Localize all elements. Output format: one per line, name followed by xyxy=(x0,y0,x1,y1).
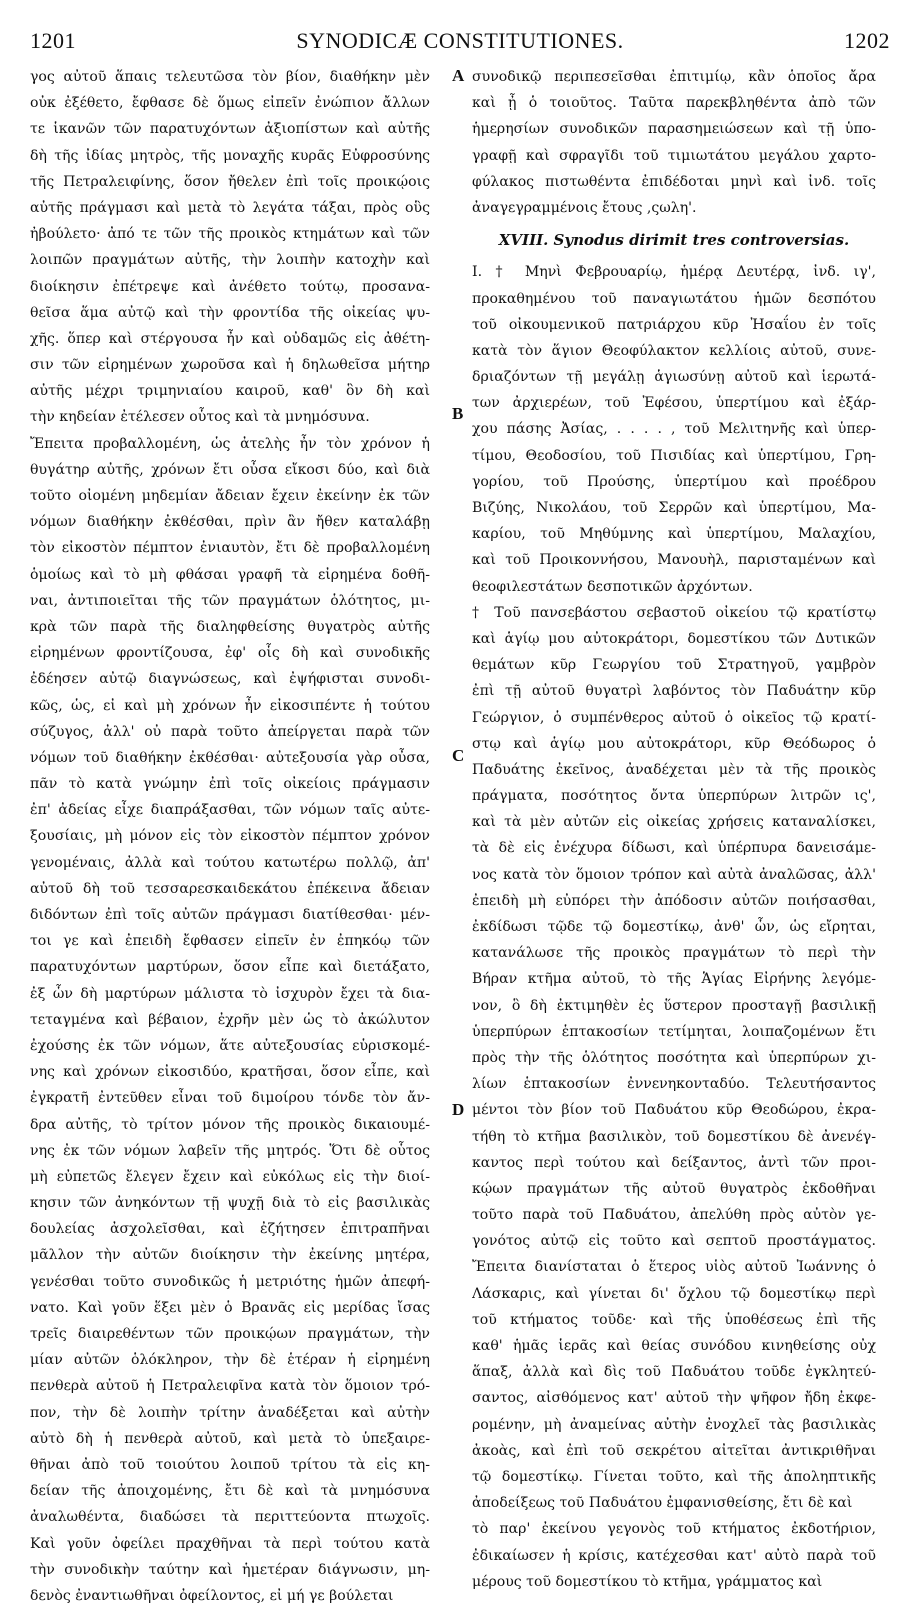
text-line: μὴ εὐπετῶς ἔλεγεν ἔχειν καὶ εὐκόλως εἰς τὴν διοί- xyxy=(30,1168,430,1185)
text-line: οὐκ ἐξέθετο, ἔφθασε δὲ ὅμως εἰπεῖν ἐνώπιον ἄλλων xyxy=(30,95,430,112)
margin-marker-d: D xyxy=(452,1100,465,1119)
text-line: ὑπερπύρων ἑπτακοσίων τετίμηται, λοιπαζομένων ἔτι xyxy=(472,1023,876,1040)
text-line: ἡμερησίων συνοδικῶν παρασημειώσεων καὶ τῇ ὑπο- xyxy=(472,121,876,138)
text-line: πράγματα, ποσότητος ὄντα ὑπερπύρων λιτρῶν ις', xyxy=(472,788,876,805)
text-line: δουλείας ἀσχολεῖσθαι, καὶ ἐζήτησεν ἐπιτραπῆναι xyxy=(30,1221,430,1238)
text-line: γος αὐτοῦ ἅπαις τελευτῶσα τὸν βίον, διαθήκην μὲν xyxy=(30,69,430,85)
text-line: Καὶ γοῦν ὀφείλει πραχθῆναι τὰ περὶ τούτου κατὰ xyxy=(30,1535,430,1552)
text-line: ἐδικαίωσεν ἡ κρίσις, κατέχεσθαι κατ' αὐτὸ παρὰ τοῦ xyxy=(472,1547,876,1564)
text-line: ἐδέησεν αὐτῷ διαγνώσεως, καὶ ἐψήφισται συνοδι- xyxy=(30,671,430,688)
page-number-left: 1201 xyxy=(30,28,76,53)
text-line: καντος περὶ τούτου καὶ δείξαντος, ἀντὶ τῶν προι- xyxy=(472,1154,876,1171)
text-line: μᾶλλον τὴν αὐτῶν διοίκησιν τὴν ἐκείνης μητέρα, xyxy=(30,1247,430,1264)
text-line: νόμων τοῦ διαθήκην ἐκθέσθαι· αὐτεξουσία γὰρ οὖσα, xyxy=(30,749,430,766)
text-line: Γεώργιον, ὁ συμπένθερος αὐτοῦ ὁ οἰκεῖος τῷ κρατί- xyxy=(472,709,876,726)
text-line: καὶ ἁγίῳ μου αὐτοκράτορι, δομεστίκου τῶν Δυτικῶν xyxy=(472,630,876,647)
text-line: δριαζόντων τῇ μεγάλῃ ἁγιωσύνῃ αὐτοῦ καὶ ἱερωτά- xyxy=(472,369,876,386)
text-line: ἐπειδὴ μὴ εὐπόρει τὴν ἀπόδοσιν αὐτῶν ποιήσασθαι, xyxy=(472,892,876,909)
text-line: καθ' ἡμᾶς ἱερᾶς καὶ θείας συνόδου κινηθείσης οὐχ xyxy=(472,1338,876,1354)
text-line: Λάσκαρις, καὶ γίνεται δι' ὄχλου τῷ δομεστίκῳ περὶ xyxy=(472,1285,876,1302)
text-line: προκαθημένου τοῦ παναγιωτάτου ἡμῶν δεσπότου xyxy=(472,290,876,307)
text-line: νόμων διαθήκην ἐκθέσθαι, πρὶν ἂν ἤθεν καταλάβῃ xyxy=(30,514,430,531)
decree-ending xyxy=(472,64,876,221)
text-line: νης καὶ χρόνων εἰκοσιδύο, κρατῆσαι, ὅσον εἶπε, καὶ xyxy=(30,1064,430,1081)
text-line: κατὰ τὸν ἅγιον Θεοφύλακτον κελλίοις αὐτοῦ, συνε- xyxy=(472,342,876,359)
text-line: θεοφιλεστάτων δεσποτικῶν ἀρχόντων. xyxy=(472,578,753,595)
text-line: τὰ δὲ εἰς ἐνέχυρα δίδωσι, καὶ ὑπέρπυρα δανεισάμε- xyxy=(472,840,876,857)
text-line: εἰρημένων φροντίζουσα, ἐφ' οἷς δὴ καὶ συνοδικῆς xyxy=(30,645,430,662)
text-line: καὶ τὰ μὲν αὐτῶν εἰς οἰκείας χρήσεις καταναλίσκει, xyxy=(472,814,876,831)
right-text-column xyxy=(472,64,876,1595)
text-line: αὐτῆς μέχρι τριμηνιαίου καιροῦ, καθ' ὃν δὴ καὶ xyxy=(30,383,430,400)
text-line: πρὸς τὴν τῆς ὁλότητος ποσότητα καὶ ὑπερπύρων χι- xyxy=(472,1049,876,1066)
text-line: πᾶν τὸ κατὰ γνώμην ἐπὶ τοῖς οἰκείοις πράγμασιν xyxy=(30,776,430,793)
text-line: σύζυγος, ἀλλ' οὐ παρὰ τοῦτο ἀπείργεται παρὰ τῶν xyxy=(30,723,430,740)
text-line: διδόντων ἐπὶ τοῖς αὐτῶν πράγμασι διατίθεσθαι· μέν- xyxy=(30,907,430,923)
text-line: χου πάσης Ἀσίας, . . . . , τοῦ Μελιτηνῆς καὶ ὑπερ- xyxy=(472,421,876,438)
text-line: ἅπαξ, ἀλλὰ καὶ δὶς τοῦ Παδυάτου τοῦδε ἐγκλητεύ- xyxy=(472,1364,876,1381)
text-line: Βήραν κτῆμα αὐτοῦ, τὸ τῆς Ἁγίας Εἰρήνης λεγόμε- xyxy=(472,971,876,988)
text-line: θεῖσα ἅμα αὐτῷ καὶ τὴν φροντίδα τῆς οἰκείας ψυ- xyxy=(30,304,430,321)
text-line: μίαν αὐτῶν ὁλόκληρον, τὴν δὲ ἑτέραν ἡ εἰρημένη xyxy=(30,1352,430,1369)
page-number-right: 1202 xyxy=(844,28,890,53)
text-line: χῆς. ὅπερ καὶ στέργουσα ἦν καὶ οὐδαμῶς εἰς ἀθέτη- xyxy=(30,330,430,347)
text-line: ὁμοίως καὶ τὸ μὴ φθάσαι γραφῆ τὰ εἰρημένα δοθῆ- xyxy=(30,566,430,583)
margin-marker-a: A xyxy=(452,66,465,85)
text-line: ἐχούσης ἐκ τῶν νόμων, ἅτε αὐτεξουσίας εὑρισκομέ- xyxy=(30,1037,430,1054)
text-line: τὴν κηδείαν ἐτέλεσεν οὗτος καὶ τὰ μνημόσυνα. xyxy=(30,409,370,426)
text-line: φύλακος πιστωθέντα ἐπιδέδοται μηνὶ καὶ ἰνδ. τοῖς xyxy=(472,173,876,190)
text-line: τῆς Πετραλειφίνης, ὅσον ἤθελεν ἐπὶ τοῖς προικῴοις xyxy=(30,173,430,190)
text-line: δὴ τῆς ἰδίας μητρὸς, τῆς μοναχῆς κυρᾶς Εὐφροσύνης xyxy=(30,147,430,164)
text-line: κρὰ τῶν παρὰ τῆς διαληφθείσης θυγατρὸς αὐτῆς xyxy=(30,618,430,635)
text-line: παρατυχόντων μαρτύρων, ὅσον εἶπε καὶ διετάξατο, xyxy=(30,959,430,976)
text-line: ἐγκρατῆ ἐντεῦθεν εἶναι τοῦ διμοίρου τόνδε τὸν ἄν- xyxy=(30,1090,430,1107)
text-line: τε ἱκανῶν τῶν παρατυχόντων ἀξιοπίστων καὶ αὐτῆς xyxy=(30,121,430,138)
text-line: ἐκδίδωσι τῷδε τῷ δομεστίκῳ, ἀνθ' ὧν, ὡς εἴρηται, xyxy=(472,919,876,935)
page-header xyxy=(30,28,890,62)
running-title: SYNODICÆ CONSTITUTIONES. xyxy=(296,28,624,53)
text-line: Ἔπειτα προβαλλομένη, ὡς ἀτελὴς ἦν τὸν χρόνον ἡ xyxy=(30,435,430,452)
text-line: πενθερὰ αὐτοῦ ἡ Πετραλειφῖνα κατὰ τὸν ὅμοιον τρό- xyxy=(30,1378,430,1395)
text-line: τεταγμένα καὶ βέβαιον, ἐχρῆν μὲν ὡς τὸ ἀκώλυτον xyxy=(30,1011,430,1028)
text-line: των ἀρχιερέων, τοῦ Ἐφέσου, ὑπερτίμου καὶ ἐξάρ- xyxy=(472,395,876,412)
text-line: τοῦτο παρὰ τοῦ Παδυάτου, ἀπελύθη πρὸς αὐτὸν γε- xyxy=(472,1207,876,1224)
text-line: Ἔπειτα διανίσταται ὁ ἕτερος υἱὸς αὐτοῦ Ἰωάννης ὁ xyxy=(472,1259,876,1276)
text-line: αὐτὸ δὴ ἡ πενθερὰ αὐτοῦ, καὶ μετὰ τὸ ὑπεξαιρε- xyxy=(30,1430,430,1447)
text-line: τὴν συνοδικὴν ταύτην καὶ ἡμετέραν διάγνωσιν, μη- xyxy=(30,1561,430,1578)
text-line: νον, ὃ δὴ ἐκτιμηθὲν ἐς ὕστερον προσταγῇ βασιλικῇ xyxy=(472,997,876,1014)
margin-marker-c: C xyxy=(452,746,465,765)
text-line: θῆναι ἀπὸ τοῦ τοιούτου λοιποῦ τρίτου τὰ εἰς κη- xyxy=(30,1456,430,1473)
text-line: συνοδικῷ περιπεσεῖσθαι ἐπιτιμίῳ, κἂν ὁποῖος ἄρα xyxy=(472,69,876,85)
text-line: σαντος, αἰσθόμενος κατ' αὐτοῦ τὴν ψῆφον ἤδη ἐκφε- xyxy=(472,1390,876,1407)
text-line: πον, τὴν δὲ λοιπὴν τρίτην ἀναδέξεται καὶ αὐτὴν xyxy=(30,1404,430,1421)
text-line: ναι, ἀντιποιεῖται τῆς τῶν πραγμάτων ὁλότητος, μι- xyxy=(30,592,430,609)
text-line: ἠβούλετο· ἀπό τε τῶν τῆς προικὸς κτημάτων καὶ τῶν xyxy=(30,226,430,243)
text-line: γενέσθαι τοῦτο συνοδικῶς ἡ μετριότης ἡμῶν ἀπεφή- xyxy=(30,1273,430,1290)
left-text-column xyxy=(30,64,430,1609)
text-line: δρα αὐτῆς, τὸ τρίτον μόνον τῆς προικὸς δικαιουμέ- xyxy=(30,1116,430,1133)
text-line: μέντοι τὸν βίον τοῦ Παδυάτου κῦρ Θεοδώρου, ἐκρα- xyxy=(472,1102,876,1119)
text-line: τήθη τὸ κτῆμα βασιλικὸν, τοῦ δομεστίκου δὲ ἀνενέγ- xyxy=(472,1128,876,1145)
text-line: I. † Μηνὶ Φεβρουαρίῳ, ἡμέρᾳ Δευτέρᾳ, ἰνδ. ιγ', xyxy=(472,264,876,281)
text-line: γενομέναις, ἀλλὰ καὶ τούτου κατωτέρω πολλῷ, ἀπ' xyxy=(30,854,430,871)
text-line: τοῦ κτήματος τοῦδε· καὶ τῆς ὑποθέσεως ἐπὶ τῆς xyxy=(472,1311,876,1328)
text-line: ρομένην, μὴ ἀναμείνας αὐτὴν ἐνοχλεῖ τὰς βασιλικὰς xyxy=(472,1416,876,1433)
text-line: λοιπῶν πραγμάτων αὐτῆς, τὴν λοιπὴν κατοχὴν καὶ xyxy=(30,252,430,269)
text-line: Βιζύης, Νικολάου, τοῦ Σερρῶν καὶ ὑπερτίμου, Μα- xyxy=(472,500,876,516)
text-line: θυγάτηρ αὐτῆς, χρόνων ἔτι οὖσα εἴκοσι δύο, καὶ διὰ xyxy=(30,461,430,478)
text-line: τίμου, Θεοδοσίου, τοῦ Πισιδίας καὶ ὑπερτίμου, Γρη- xyxy=(472,447,876,464)
text-line: διοίκησιν ἐπέτρεψε καὶ ἀνέθετο τούτῳ, προσανα- xyxy=(30,278,430,295)
text-line: καὶ τοῦ Προικοννήσου, Μανουὴλ, παρισταμένων καὶ xyxy=(472,552,876,569)
text-line: τρεῖς διαιρεθέντων τῶν προικῴων πραγμάτων, τὴν xyxy=(30,1326,430,1342)
text-line: σιν τῶν εἰρημένων χωροῦσα καὶ ἡ δηλωθεῖσα μήτηρ xyxy=(30,357,430,374)
text-line: καρίου, τοῦ Μηθύμνης καὶ ὑπερτίμου, Μαλαχίου, xyxy=(472,526,876,543)
text-line: μέρους τοῦ δομεστίκου τὸ κτῆμα, γράμματος καὶ xyxy=(472,1573,823,1590)
text-line: κῴων πραγμάτων τῆς αὐτοῦ θυγατρὸς ἐκδοθῆναι xyxy=(472,1180,876,1197)
text-line: λίων ἑπτακοσίων ἐννενηκονταδύο. Τελευτήσαντος xyxy=(472,1076,876,1093)
text-line: τῷ δομεστίκῳ. Γίνεται τοῦτο, καὶ τῆς ἀποληπτικῆς xyxy=(472,1468,876,1485)
text-line: γονότος αὐτῷ εἰς τοῦτο καὶ σεπτοῦ προστάγματος. xyxy=(472,1233,876,1250)
section-body xyxy=(472,259,876,1595)
text-line: ἐξ ὧν δὴ μαρτύρων μάλιστα τὸ ἰσχυρὸν ἔχει τὰ δια- xyxy=(30,985,430,1002)
text-line: ξουσίαις, μὴ μόνον εἰς τὸν εἰκοστὸν πέμπτον χρόνον xyxy=(30,828,430,845)
text-line: τὸν εἰκοστὸν πέμπτον ἐνιαυτὸν, ἔτι δὲ προβαλλομένη xyxy=(30,540,430,557)
text-line: καὶ ᾖ ὁ τοιοῦτος. Ταῦτα παρεκβληθέντα ἀπὸ τῶν xyxy=(472,95,876,112)
text-line: γραφῇ καὶ σφραγῖδι τοῦ τιμιωτάτου μεγάλου χαρτο- xyxy=(472,147,876,164)
text-line: θεμάτων κῦρ Γεωργίου τοῦ Στρατηγοῦ, γαμβρὸν xyxy=(472,657,876,674)
text-line: νος κατὰ τὸν ὅμοιον τρόπον καὶ αὐτὰ ἀναλῶσας, ἀλλ' xyxy=(472,866,876,883)
text-line: κῶς, ὡς, εἰ καὶ μὴ χρόνων ἦν εἰκοσιπέντε ἡ τούτου xyxy=(30,697,430,714)
text-line: αὐτοῦ δὴ τοῦ τεσσαρεσκαιδεκάτου ἐπέκεινα ἄδειαν xyxy=(30,880,430,897)
text-line: τοῦτο οἰομένη μηδεμίαν ἄδειαν ἔχειν ἐκείνην ἐκ τῶν xyxy=(30,488,430,504)
text-line: ἀναλωθέντα, διαδώσει τὰ περιττεύοντα πτωχοῖς. xyxy=(30,1509,430,1526)
text-line: κησιν τῶν ἀνηκόντων τῇ ψυχῇ διὰ τὸ εἰς βασιλικὰς xyxy=(30,1195,430,1212)
text-line: Παδυάτης ἐκεῖνος, ἀναδέχεται μὲν τὰ τῆς προικὸς xyxy=(472,761,876,778)
text-line: γορίου, τοῦ Προύσης, ὑπερτίμου καὶ προέδρου xyxy=(472,473,876,490)
text-line: νης ἐκ τῶν νόμων λαβεῖν τῆς μητρός. Ὅτι δὲ οὗτος xyxy=(30,1142,430,1159)
text-line: στῳ καὶ ἁγίῳ μου αὐτοκράτορι, κῦρ Θεόδωρος ὁ xyxy=(472,735,876,752)
text-line: νατο. Καὶ γοῦν ἕξει μὲν ὁ Βρανᾶς εἰς μερίδας ἴσας xyxy=(30,1299,430,1316)
text-line: ἐπὶ τῇ αὐτοῦ θυγατρὶ λαβόντος τὸν Παδυάτην κῦρ xyxy=(472,683,876,700)
text-line: τὸ παρ' ἐκείνου γεγονὸς τοῦ κτήματος ἐκδοτήριον, xyxy=(472,1521,876,1538)
text-line: τοι γε καὶ ἐπειδὴ ἔφθασεν εἰπεῖν ἐν ἐπηκόῳ τῶν xyxy=(30,933,430,950)
text-line: τοῦ οἰκουμενικοῦ πατριάρχου κῦρ Ἠσαΐου ἐν τοῖς xyxy=(472,316,876,333)
text-line: † Τοῦ πανσεβάστου σεβαστοῦ οἰκείου τῷ κρατίστῳ xyxy=(472,604,876,621)
text-line: αὐτῆς πράγμασι καὶ μετὰ τὸ λεγάτα τάξαι, πρὸς οὓς xyxy=(30,199,430,216)
text-line: κατανάλωσε τῆς προικὸς πραγμάτων τὸ περὶ τὴν xyxy=(472,945,876,962)
text-line: ἐπ' ἀδείας εἶχε διαπράξασθαι, τῶν νόμων ταῖς αὐτε- xyxy=(30,802,430,819)
text-line: ἀποδείξεως τοῦ Παδυάτου ἐμφανισθείσης, ἔτι δὲ καὶ xyxy=(472,1495,853,1512)
section-heading: XVIII. Synodus dirimit tres controversias. xyxy=(498,231,850,250)
text-line: δείαν τῆς ἀποιχομένης, ἔτι δὲ καὶ τὰ μνημόσυνα xyxy=(30,1483,430,1500)
text-line: ἀναγεγραμμένοις ἔτους ,ςωλη'. xyxy=(472,199,697,216)
text-line: ἀκοὰς, καὶ ἐπὶ τοῦ σεκρέτου αἰτεῖται ἀντικριθῆναι xyxy=(472,1442,876,1459)
margin-marker-b: B xyxy=(452,404,464,423)
text-line: δενὸς ἐναντιωθῆναι ὀφείλοντος, εἰ μή γε βούλεται xyxy=(30,1587,394,1604)
